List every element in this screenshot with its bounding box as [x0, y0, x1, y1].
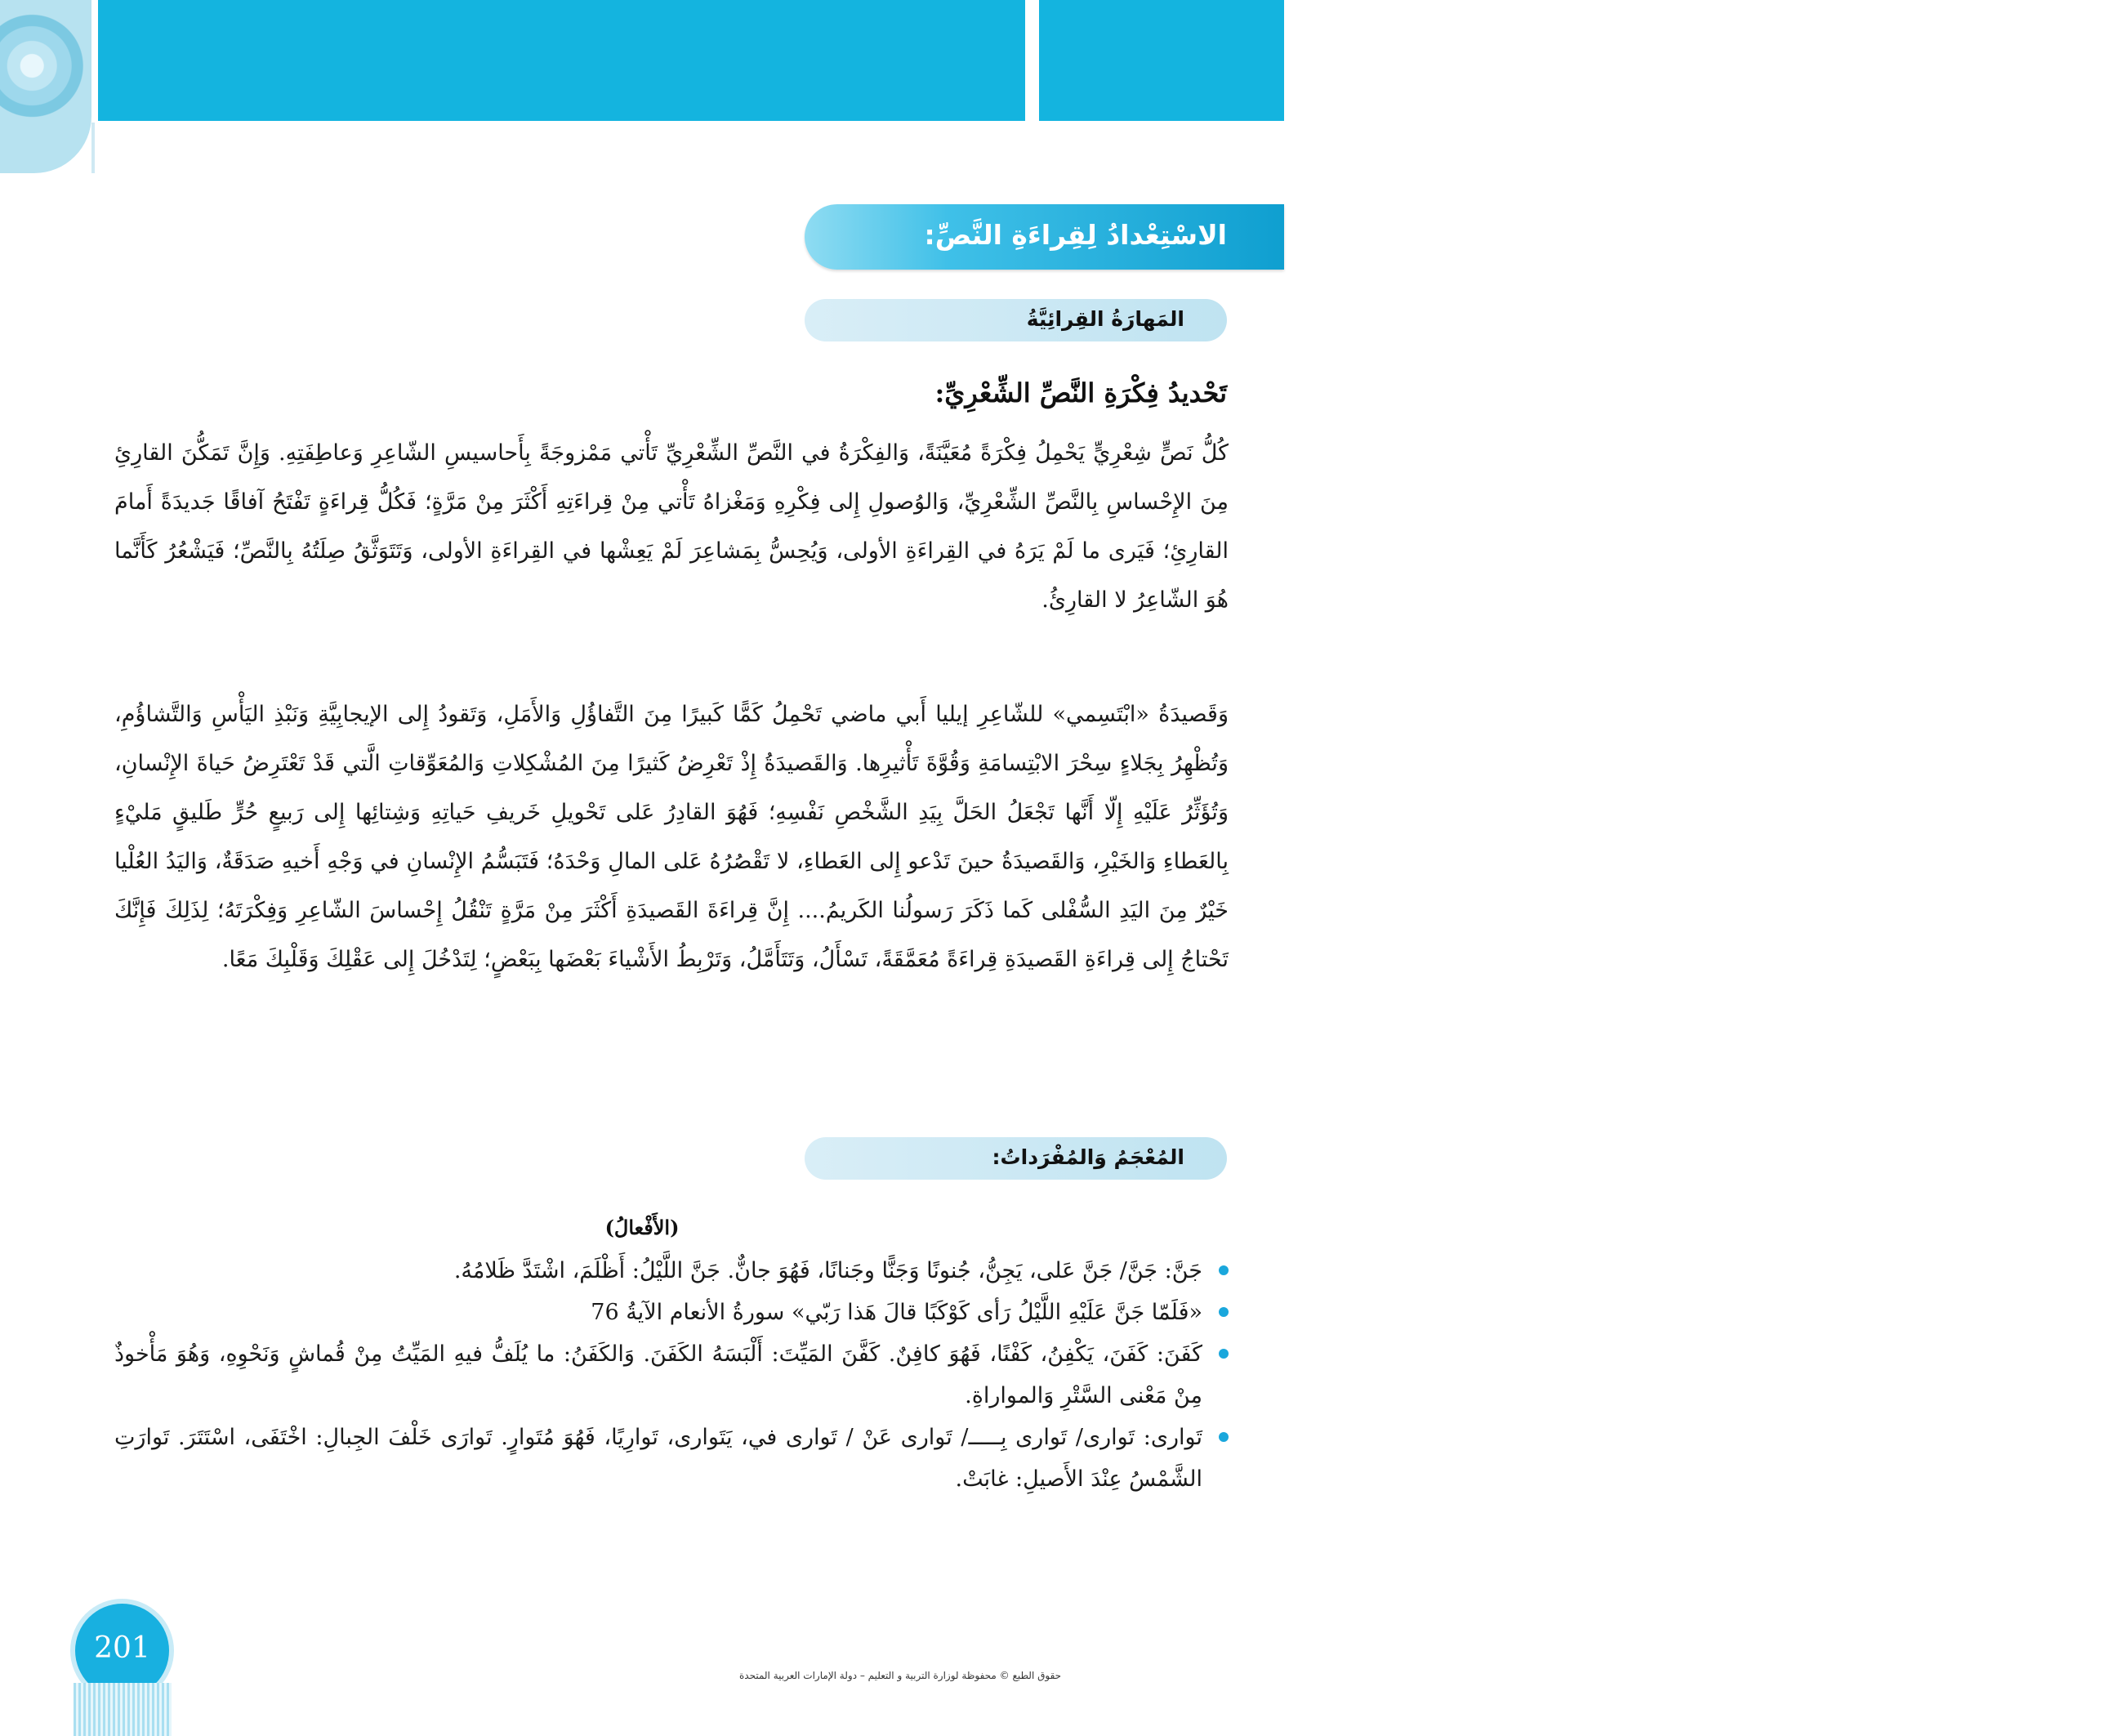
list-item-text: كَفَنَ: كَفَنَ، يَكْفِنُ، كَفْنًا، فَهُوَ كافِنٌ. كَفَّنَ المَيِّتَ: أَلْبَسَهُ الكَفَنَ. وَالكَفَنُ: ما يُلَفُّ فيهِ المَيِّتُ مِنْ قُماشٍ وَنَحْوِهِ، وَهُوَ مَأْخوذٌ مِنْ مَعْنى السَّتْرِ وَالمواراةِ.	[114, 1341, 1202, 1408]
header-divider	[1025, 0, 1039, 131]
bullet-icon	[1219, 1432, 1229, 1442]
verbs-label: (الأَفْعالُ)	[604, 1216, 680, 1239]
section-title: الاسْتِعْدادُ لِقِراءَةِ النَّصِّ:	[924, 219, 1227, 251]
idea-heading: تَحْديدُ فِكْرَةِ النَّصِّ الشِّعْرِيِّ:	[934, 377, 1227, 408]
bullet-icon	[1219, 1307, 1229, 1317]
bullet-icon	[1219, 1265, 1229, 1275]
decorative-divider	[91, 123, 95, 173]
list-item	[114, 1250, 1229, 1292]
list-item-text: «فَلَمّا جَنَّ عَلَيْهِ اللَّيْلُ رَأى كَوْكَبًا قالَ هَذا رَبّي» سورةُ الأنعام الآيةُ 76	[591, 1300, 1202, 1325]
footer-decoration	[74, 1683, 172, 1736]
lexicon-pill	[805, 1137, 1227, 1180]
list-item	[114, 1417, 1229, 1500]
reading-skill-pill	[805, 299, 1227, 341]
page-number: 201	[94, 1631, 150, 1665]
reading-skill-label: المَهارَةُ القِرائِيَّةُ	[1026, 307, 1184, 331]
list-item-text: جَنَّ: جَنَّ/ جَنَّ عَلى، يَجِنُّ، جُنونًا وَجَنًّا وجَنانًا، فَهُوَ جانٌّ. جَنَّ اللَّيْلُ: أَظْلَمَ، اشْتَدَّ ظَلامُهُ.	[453, 1258, 1202, 1283]
chapter-number: 1	[2098, 49, 2123, 91]
decorative-corner-graphic	[0, 0, 91, 173]
list-item-text: تَوارى: تَوارى/ تَوارى بِـــــ/ تَوارى عَنْ / تَوارى في، يَتَوارى، تَوارِيًا، فَهُوَ مُتَوارٍ. تَوارَى خَلْفَ الجِبالِ: اخْتَفَى، اسْتَتَرَ. تَوارَتِ الشَّمْسُ عِنْدَ الأَصيلِ: غابَتْ.	[114, 1425, 1202, 1492]
list-item	[114, 1292, 1229, 1333]
lexicon-label: المُعْجَمُ وَالمُفْرَداتُ:	[992, 1145, 1184, 1169]
section-title-banner	[805, 204, 1284, 270]
bullet-icon	[1219, 1349, 1229, 1359]
poem-paragraph: وَقَصيدَةُ «ابْتَسِمي» للشّاعِرِ إيليا أَبي ماضي تَحْمِلُ كَمًّا كَبيرًا مِنَ التَّفاؤُلِ وَالأَمَلِ، وَتَقودُ إِلى الإيجابِيَّةِ وَنَبْذِ اليَأْسِ وَالتَّشاؤُمِ، وَتُظْهِرُ بِجَلاءٍ سِحْرَ الابْتِسامَةِ وَقُوَّةَ تَأْثيرِها. وَالقَصيدَةُ إِذْ تَعْرِضُ كَثيرًا مِنَ المُشْكِلاتِ وَالمُعَوِّقاتِ الَّتي قَدْ تَعْتَرِضُ حَياةَ الإِنْسانِ، وَتُؤَثِّرُ عَلَيْهِ إِلّا أَنَّها تَجْعَلُ الحَلَّ بِيَدِ الشَّخْصِ نَفْسِهِ؛ فَهُوَ القادِرُ عَلى تَحْويلِ خَريفِ حَياتِهِ وَشِتائِها إِلى رَبيعٍ حُرٍّ طَليقٍ مَليْءٍ بِالعَطاءِ وَالخَيْرِ، وَالقَصيدَةُ حينَ تَدْعو إِلى العَطاءِ، لا تَقْصُرُهُ عَلى المالِ وَحْدَهُ؛ فَتَبَسُّمُ الإِنْسانِ في وَجْهِ أَخيهِ صَدَقَةٌ، وَاليَدُ العُلْيا خَيْرٌ مِنَ اليَدِ السُّفْلى كَما ذَكَرَ رَسولُنا الكَريمُ.... إِنَّ قِراءَةَ القَصيدَةِ أَكْثَرَ مِنْ مَرَّةٍ تَنْقُلُ إِحْساسَ الشّاعِرِ وَفِكْرَتَهُ؛ لِذَلِكَ فَإِنَّكَ تَحْتاجُ إِلى قِراءَةِ القَصيدَةِ قِراءَةً مُعَمَّقَةً، تَسْأَلُ، وَتَتَأَمَّلُ، وَتَرْبِطُ الأَشْياءَ بَعْضَها بِبَعْضٍ؛ لِتَدْخُلَ إِلى عَقْلِكَ وَقَلْبِكَ مَعًا.	[114, 702, 1229, 972]
copyright-notice: حقوق الطبع © محفوظة لوزارة التربية و التعليم – دولة الإمارات العربية المتحدة	[739, 1670, 1062, 1681]
list-item	[114, 1333, 1229, 1417]
header-band	[98, 0, 1025, 121]
vocabulary-list	[114, 1250, 1229, 1500]
chapter-tab	[1039, 0, 2123, 121]
intro-paragraph: كُلُّ نَصٍّ شِعْرِيٍّ يَحْمِلُ فِكْرَةً مُعَيَّنَةً، وَالفِكْرَةُ في النَّصِّ الشِّعْرِيِّ تَأْتي مَمْزوجَةً بِأَحاسيسِ الشّاعِرِ وَعاطِفَتِهِ. وَإِنَّ تَمَكُّنَ القارِئِ مِنَ الإِحْساسِ بِالنَّصِّ الشِّعْرِيِّ، وَالوُصولِ إِلى فِكْرِهِ وَمَغْزاهُ تَأْتي مِنْ قِراءَتِهِ أَكْثَرَ مِنْ مَرَّةٍ؛ فَكُلُّ قِراءَةٍ تَفْتَحُ آفاقًا جَديدَةً أَمامَ القارِئِ؛ فَيَرى ما لَمْ يَرَهُ في القِراءَةِ الأولى، وَيُحِسُّ بِمَشاعِرَ لَمْ يَعِشْها في القِراءَةِ الأولى، وَتَتَوَثَّقُ صِلَتُهُ بِالنَّصِّ؛ فَيَشْعُرُ كَأَنَّما هُوَ الشّاعِرُ لا القارِئُ.	[114, 440, 1229, 613]
